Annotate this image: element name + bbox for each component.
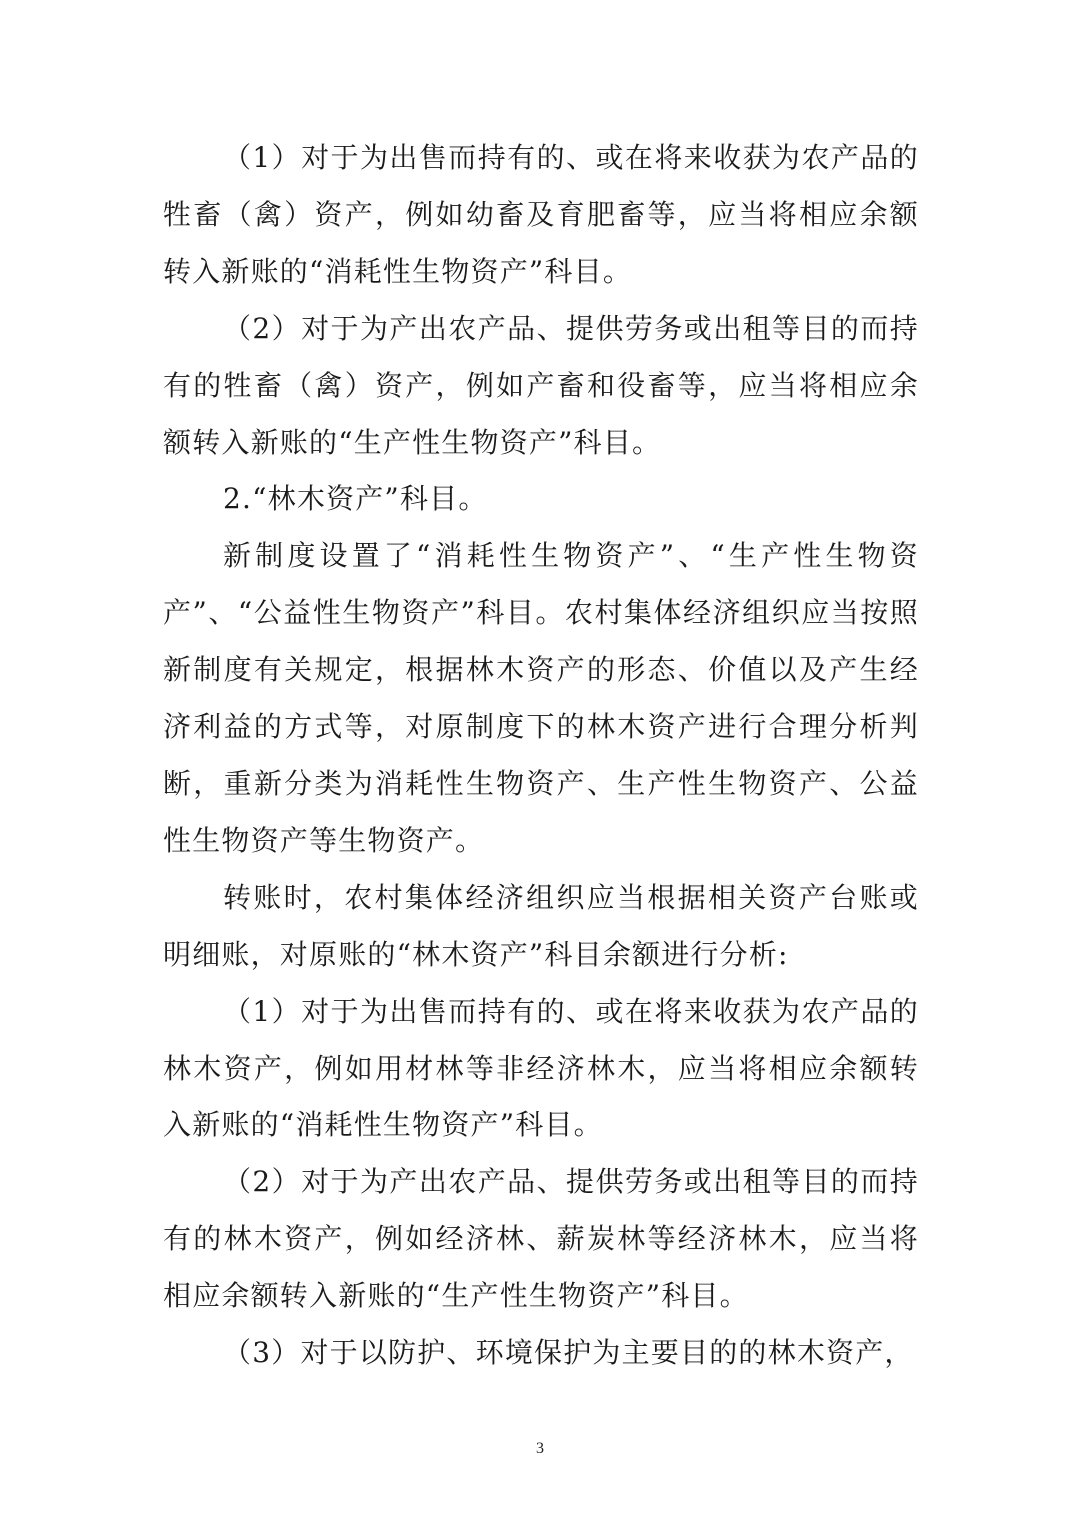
body-text (163, 130, 919, 1382)
page-number: 3 (536, 1440, 544, 1457)
section-heading-forest-assets: 2.“林木资产”科目。 (223, 482, 488, 516)
paragraph-forest-productive: （2）对于为产出农产品、提供劳务或出租等目的而持有的林木资产，例如经济林、薪炭林等经济林木，应当将相应余额转入新账的“生产性生物资产”科目。 (163, 1165, 919, 1313)
paragraph-livestock-productive: （2）对于为产出农产品、提供劳务或出租等目的而持有的牲畜（禽）资产，例如产畜和役畜等，应当将相应余额转入新账的“生产性生物资产”科目。 (163, 311, 919, 459)
paragraph-livestock-consumable: （1）对于为出售而持有的、或在将来收获为农产品的牲畜（禽）资产，例如幼畜及育肥畜等，应当将相应余额转入新账的“消耗性生物资产”科目。 (163, 141, 919, 288)
paragraph-forest-consumable: （1）对于为出售而持有的、或在将来收获为农产品的林木资产，例如用材林等非经济林木，应当将相应余额转入新账的“消耗性生物资产”科目。 (163, 994, 919, 1142)
paragraph-forest-protective: （3）对于以防护、环境保护为主要目的的林木资产， (223, 1336, 914, 1370)
paragraph-new-system-accounts: 新制度设置了“消耗性生物资产”、“生产性生物资产”、“公益性生物资产”科目。农村集体经济组织应当按照新制度有关规定，根据林木资产的形态、价值以及产生经济利益的方式等，对原制度下的林木资产进行合理分析判断，重新分类为消耗性生物资产、生产性生物资产、公益性生物资产等生物资产。 (163, 539, 919, 857)
paragraph-transfer-analysis: 转账时，农村集体经济组织应当根据相关资产台账或明细账，对原账的“林木资产”科目余额进行分析: (163, 880, 919, 971)
